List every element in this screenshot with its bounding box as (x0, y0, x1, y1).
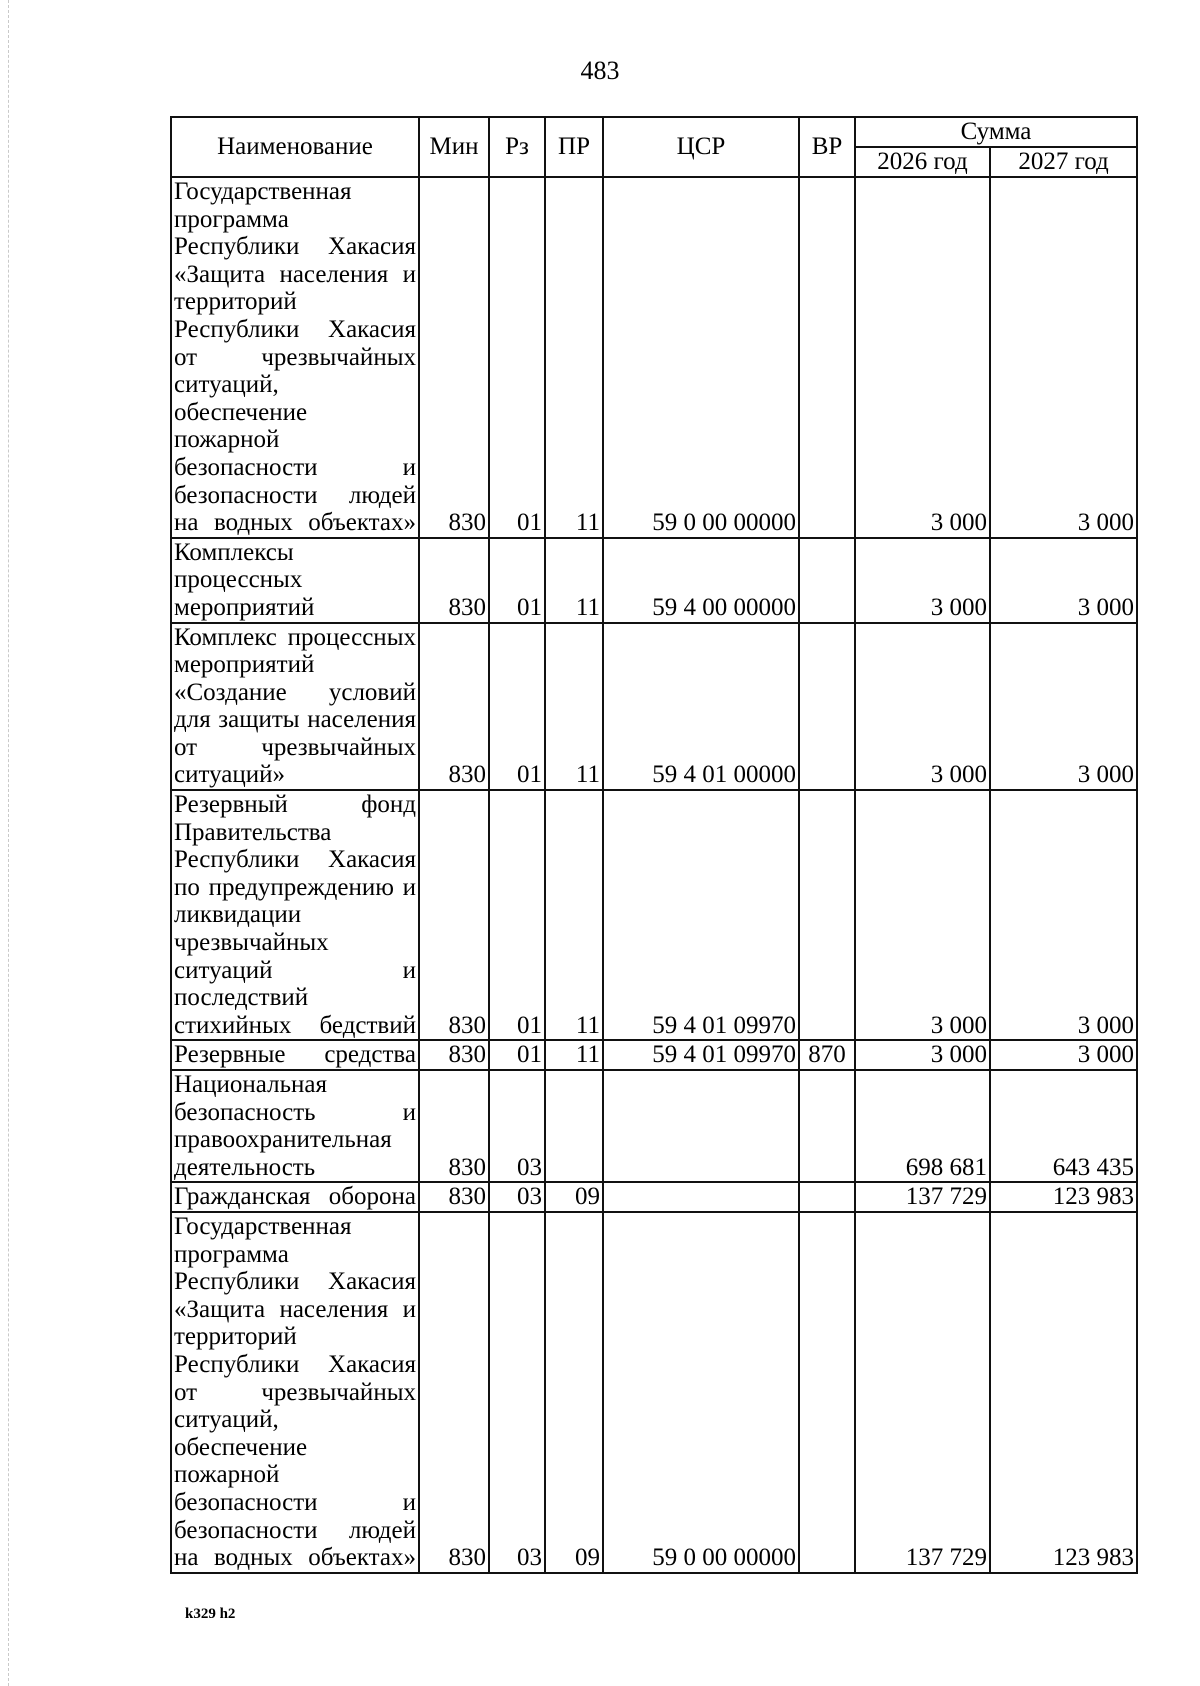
cell-min: 830 (419, 1212, 489, 1573)
cell-csr (603, 1182, 799, 1212)
cell-sum-2027: 3 000 (990, 623, 1137, 791)
table-row (171, 1182, 1137, 1212)
cell-sum-2027: 3 000 (990, 790, 1137, 1040)
cell-sum-2027: 3 000 (990, 177, 1137, 538)
cell-vr (799, 790, 855, 1040)
cell-sum-2026: 698 681 (855, 1070, 990, 1182)
table-row (171, 1070, 1137, 1182)
cell-csr: 59 0 00 00000 (603, 1212, 799, 1573)
page-number: 483 (580, 56, 620, 85)
table-row (171, 1212, 1137, 1573)
cell-pr: 09 (545, 1182, 603, 1212)
cell-min: 830 (419, 177, 489, 538)
cell-rz: 01 (489, 1040, 545, 1070)
cell-rz: 01 (489, 790, 545, 1040)
cell-name: Государственная программа Республики Хакасия «Защита населения и территорий Республики Хакасия от чрезвычайных ситуаций, обеспечение пожарной безопасности и безопасности людей на водных объектах» (171, 1212, 419, 1573)
header-vr: ВР (799, 117, 855, 177)
cell-pr: 11 (545, 623, 603, 791)
cell-name: Государственная программа Республики Хакасия «Защита населения и территорий Республики Хакасия от чрезвычайных ситуаций, обеспечение пожарной безопасности и безопасности людей на водных объектах» (171, 177, 419, 538)
cell-pr: 11 (545, 538, 603, 623)
cell-vr (799, 177, 855, 538)
cell-name: Резервный фонд Правительства Республики Хакасия по предупреждению и ликвидации чрезвычайных ситуаций и последствий стихийных бедствий (171, 790, 419, 1040)
cell-pr: 11 (545, 177, 603, 538)
table-body (171, 177, 1137, 1573)
cell-csr: 59 0 00 00000 (603, 177, 799, 538)
cell-name: Гражданская оборона (171, 1182, 419, 1212)
cell-csr: 59 4 01 09970 (603, 1040, 799, 1070)
cell-min: 830 (419, 1182, 489, 1212)
header-name: Наименование (171, 117, 419, 177)
cell-rz: 01 (489, 538, 545, 623)
scan-edge (8, 0, 10, 1686)
cell-vr (799, 1182, 855, 1212)
cell-sum-2027: 123 983 (990, 1212, 1137, 1573)
budget-table (170, 116, 1138, 1574)
cell-name: Национальная безопасность и правоохранительная деятельность (171, 1070, 419, 1182)
cell-min: 830 (419, 1040, 489, 1070)
cell-name: Комплексы процессных мероприятий (171, 538, 419, 623)
cell-sum-2026: 3 000 (855, 177, 990, 538)
cell-rz: 03 (489, 1182, 545, 1212)
cell-pr: 09 (545, 1212, 603, 1573)
cell-name: Комплекс процессных мероприятий «Создание условий для защиты населения от чрезвычайных ситуаций» (171, 623, 419, 791)
cell-vr (799, 538, 855, 623)
cell-sum-2026: 3 000 (855, 538, 990, 623)
cell-min: 830 (419, 538, 489, 623)
cell-min: 830 (419, 790, 489, 1040)
cell-sum-2026: 3 000 (855, 623, 990, 791)
cell-sum-2027: 123 983 (990, 1182, 1137, 1212)
cell-sum-2026: 137 729 (855, 1182, 990, 1212)
cell-sum-2026: 3 000 (855, 1040, 990, 1070)
table-row (171, 177, 1137, 538)
cell-csr: 59 4 01 00000 (603, 623, 799, 791)
header-pr: ПР (545, 117, 603, 177)
footer-code: k329 h2 (185, 1606, 236, 1622)
cell-rz: 01 (489, 177, 545, 538)
header-csr: ЦСР (603, 117, 799, 177)
table-row (171, 538, 1137, 623)
cell-sum-2027: 3 000 (990, 538, 1137, 623)
cell-vr (799, 1070, 855, 1182)
cell-sum-2026: 137 729 (855, 1212, 990, 1573)
cell-min: 830 (419, 623, 489, 791)
table-row (171, 790, 1137, 1040)
cell-name: Резервные средства (171, 1040, 419, 1070)
cell-sum-2026: 3 000 (855, 790, 990, 1040)
header-year-2026: 2026 год (855, 147, 990, 177)
cell-min: 830 (419, 1070, 489, 1182)
cell-pr: 11 (545, 1040, 603, 1070)
table-row (171, 623, 1137, 791)
cell-sum-2027: 3 000 (990, 1040, 1137, 1070)
cell-csr: 59 4 01 09970 (603, 790, 799, 1040)
cell-csr: 59 4 00 00000 (603, 538, 799, 623)
cell-pr (545, 1070, 603, 1182)
cell-sum-2027: 643 435 (990, 1070, 1137, 1182)
header-rz: Рз (489, 117, 545, 177)
cell-vr (799, 623, 855, 791)
header-min: Мин (419, 117, 489, 177)
cell-csr (603, 1070, 799, 1182)
table-row (171, 1040, 1137, 1070)
header-year-2027: 2027 год (990, 147, 1137, 177)
header-sum: Сумма (855, 117, 1137, 147)
cell-pr: 11 (545, 790, 603, 1040)
cell-rz: 03 (489, 1212, 545, 1573)
cell-rz: 03 (489, 1070, 545, 1182)
table-header (171, 117, 1137, 177)
cell-vr: 870 (799, 1040, 855, 1070)
cell-rz: 01 (489, 623, 545, 791)
cell-vr (799, 1212, 855, 1573)
